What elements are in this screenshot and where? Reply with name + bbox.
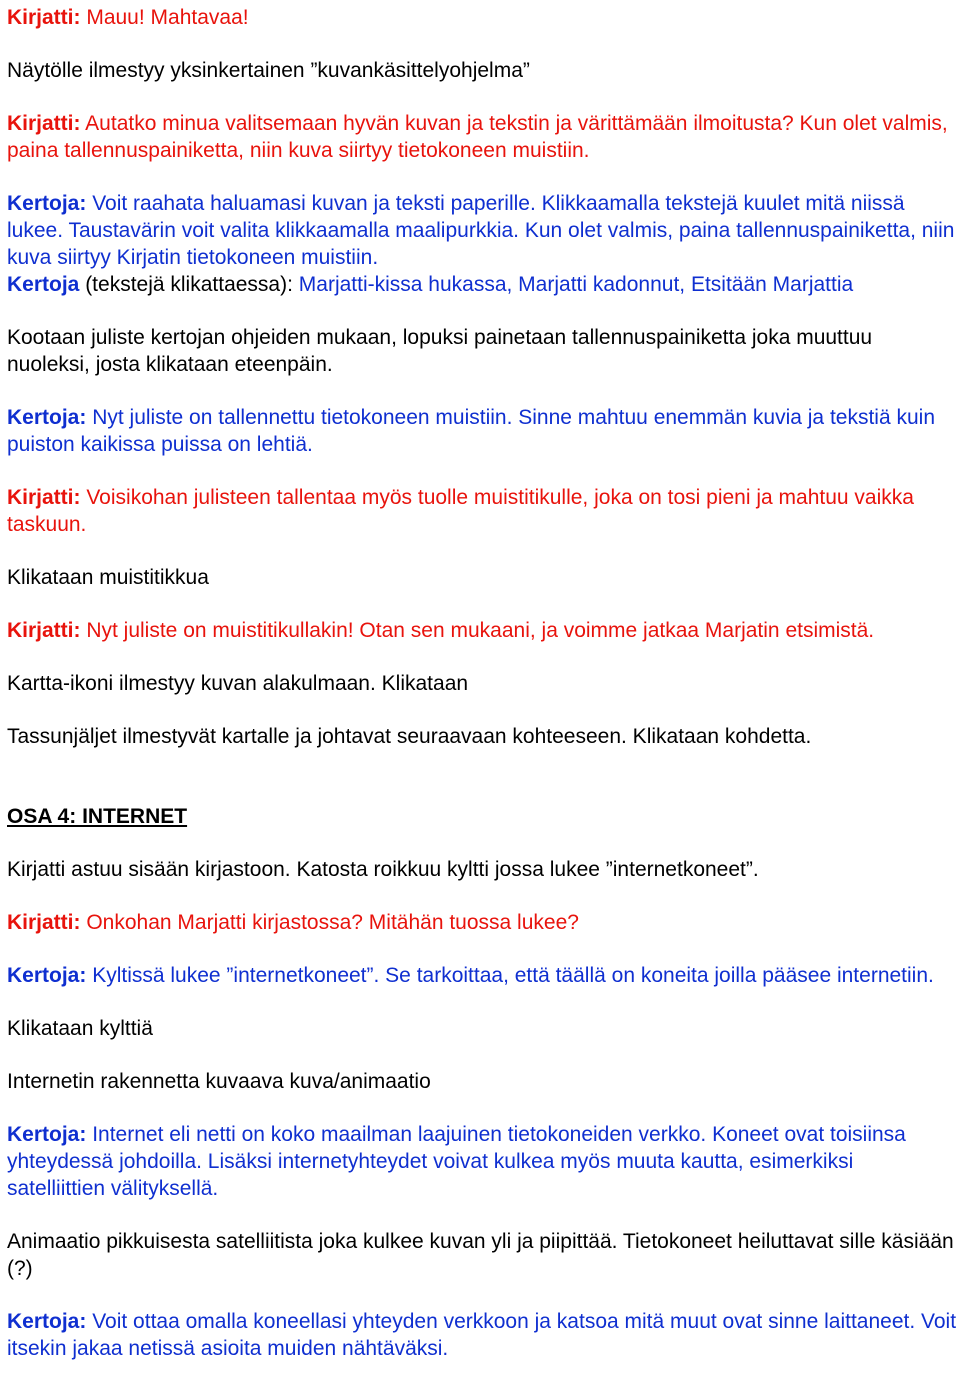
narration-line: Klikataan muistitikkua	[7, 566, 209, 589]
kertoja-line-3	[7, 962, 957, 989]
kirjatti-line-4	[7, 617, 957, 644]
narration-line: Animaatio pikkuisesta satelliitista joka kulkee kuvan yli ja piipittää. Tietokoneet heiluttavat sille käsiään (?)	[7, 1230, 954, 1280]
kertoja-text: Internet eli netti on koko maailman laajuinen tietokoneiden verkko. Koneet ovat toisiinsa yhteydessä johdoilla. Lisäksi internetyhteydet voivat kulkea myös muuta kautta, esimerkiksi satelliittien välityksellä.	[7, 1123, 906, 1200]
script-document	[7, 4, 957, 1362]
speaker-kirjatti: Kirjatti:	[7, 619, 81, 642]
narration-line: Kootaan juliste kertojan ohjeiden mukaan, lopuksi painetaan tallennuspainiketta joka muuttuu nuoleksi, josta klikataan eteenpäin.	[7, 326, 873, 376]
kirjatti-text: Nyt juliste on muistitikullakin! Otan sen mukaani, ja voimme jatkaa Marjatin etsimistä.	[80, 619, 875, 642]
kertoja-click-line	[7, 271, 957, 298]
speaker-kertoja: Kertoja:	[7, 964, 87, 987]
kertoja-line-2	[7, 404, 957, 458]
kertoja-text: Marjatti-kissa hukassa, Marjatti kadonnut, Etsitään Marjattia	[298, 273, 854, 296]
narration-line: Näytölle ilmestyy yksinkertainen ”kuvankäsittelyohjelma”	[7, 59, 530, 82]
kirjatti-text: Voisikohan julisteen tallentaa myös tuolle muistitikulle, joka on tosi pieni ja mahtuu vaikka taskuun.	[7, 486, 914, 536]
click-note: (tekstejä klikattaessa):	[79, 273, 299, 296]
narration-line: Internetin rakennetta kuvaava kuva/animaatio	[7, 1070, 431, 1093]
speaker-kertoja: Kertoja:	[7, 192, 87, 215]
speaker-kertoja: Kertoja:	[7, 1123, 87, 1146]
speaker-kertoja: Kertoja:	[7, 406, 87, 429]
kertoja-text: Kyltissä lukee ”internetkoneet”. Se tarkoittaa, että täällä on koneita joilla pääsee internetiin.	[86, 964, 934, 987]
kirjatti-text: Onkohan Marjatti kirjastossa? Mitähän tuossa lukee?	[80, 911, 579, 934]
narration-line: Kartta-ikoni ilmestyy kuvan alakulmaan. Klikataan	[7, 672, 469, 695]
speaker-kirjatti: Kirjatti:	[7, 6, 81, 29]
kirjatti-line-2	[7, 110, 957, 164]
kirjatti-text: Mauu! Mahtavaa!	[80, 6, 249, 29]
speaker-kertoja: Kertoja:	[7, 1310, 87, 1333]
kertoja-line-1	[7, 190, 957, 271]
speaker-kirjatti: Kirjatti:	[7, 486, 81, 509]
kertoja-line-5	[7, 1308, 957, 1362]
kertoja-text: Nyt juliste on tallennettu tietokoneen muistiin. Sinne mahtuu enemmän kuvia ja tekstiä kuin puiston kaikissa puissa on lehtiä.	[7, 406, 935, 456]
kirjatti-line-3	[7, 484, 957, 538]
kirjatti-line-1	[7, 4, 957, 31]
narration-line: Tassunjäljet ilmestyvät kartalle ja johtavat seuraavaan kohteeseen. Klikataan kohdetta.	[7, 725, 812, 748]
section-heading: OSA 4: INTERNET	[7, 805, 188, 828]
kirjatti-line-5	[7, 909, 957, 936]
speaker-kirjatti: Kirjatti:	[7, 911, 81, 934]
kertoja-text: Voit raahata haluamasi kuvan ja teksti paperille. Klikkaamalla tekstejä kuulet mitä niissä lukee. Taustavärin voit valita klikkaamalla maalipurkkia. Kun olet valmis, paina tallennuspainiketta, niin kuva siirtyy Kirjatin tietokoneen muistiin.	[7, 192, 955, 269]
narration-line: Kirjatti astuu sisään kirjastoon. Katosta roikkuu kyltti jossa lukee ”internetkoneet”.	[7, 858, 759, 881]
narration-line: Klikataan kylttiä	[7, 1017, 153, 1040]
speaker-kirjatti: Kirjatti:	[7, 112, 81, 135]
speaker-kertoja: Kertoja	[7, 273, 80, 296]
kertoja-text: Voit ottaa omalla koneellasi yhteyden verkkoon ja katsoa mitä muut ovat sinne laittaneet. Voit itsekin jakaa netissä asioita muiden nähtäväksi.	[7, 1310, 957, 1360]
kirjatti-text: Autatko minua valitsemaan hyvän kuvan ja tekstin ja värittämään ilmoitusta? Kun olet valmis, paina tallennuspainiketta, niin kuva siirtyy tietokoneen muistiin.	[7, 112, 948, 162]
kertoja-line-4	[7, 1121, 957, 1202]
